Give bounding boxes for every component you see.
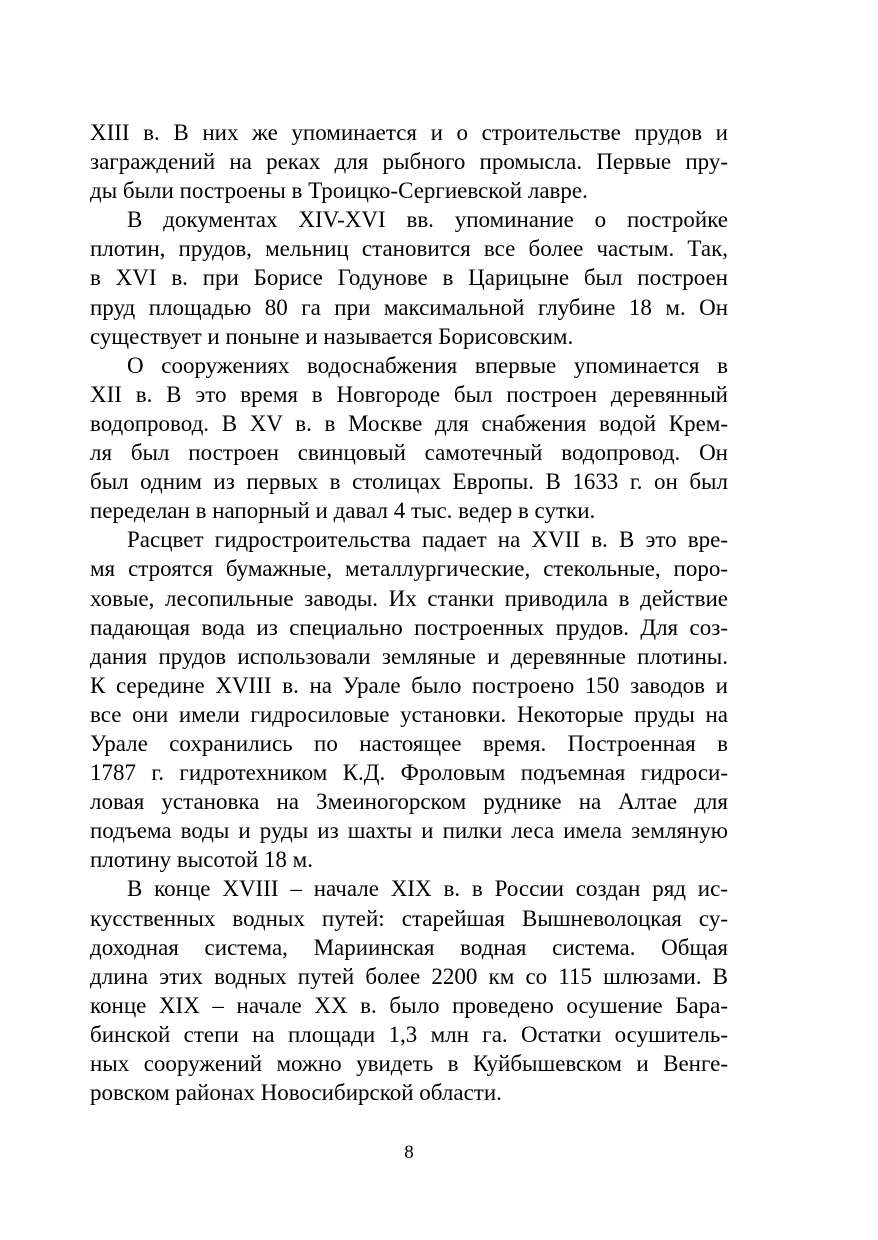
text-line: ловая установка на Змеиногорском руднике на Алтае для — [90, 789, 728, 815]
text-line: существует и поныне и называется Борисовским. — [90, 323, 574, 349]
text-line: К середине XVIII в. на Урале было построено 150 заводов и — [90, 672, 728, 698]
text-line: мя строятся бумажные, металлургические, стекольные, поро- — [90, 556, 728, 582]
text-line: XIII в. В них же упоминается и о строительстве прудов и — [90, 120, 728, 145]
text-line: конце XIX – начале XX в. было проведено осушение Бара- — [90, 992, 728, 1018]
paragraph — [90, 205, 728, 350]
paragraph — [90, 118, 728, 205]
paragraph — [90, 351, 728, 526]
text-line: Расцвет гидростроительства падает на XVII в. В это вре- — [127, 527, 728, 553]
paragraph — [90, 525, 728, 874]
text-line: водопровод. В XV в. в Москве для снабжения водой Крем- — [90, 410, 728, 436]
text-line: XII в. В это время в Новгороде был построен деревянный — [90, 381, 728, 407]
text-line: все они имели гидросиловые установки. Некоторые пруды на — [90, 701, 728, 727]
text-line: 1787 г. гидротехником К.Д. Фроловым подъемная гидроси- — [90, 760, 728, 786]
text-line: переделан в напорный и давал 4 тыс. ведер в сутки. — [90, 498, 596, 524]
text-line: доходная система, Мариинская водная система. Общая — [90, 934, 728, 960]
text-line: ховые, лесопильные заводы. Их станки приводила в действие — [90, 585, 728, 611]
text-line: был одним из первых в столицах Европы. В 1633 г. он был — [90, 469, 728, 495]
text-line: В документах XIV-XVI вв. упоминание о постройке — [127, 207, 728, 233]
text-line: ных сооружений можно увидеть в Куйбышевском и Венге- — [90, 1051, 728, 1076]
text-line: ля был построен свинцовый самотечный водопровод. Он — [90, 440, 728, 466]
text-line: кусственных водных путей: старейшая Вышневолоцкая су- — [90, 905, 728, 931]
text-line: падающая вода из специально построенных прудов. Для соз- — [90, 614, 728, 640]
text-line: В конце XVIII – начале XIX в. в России создан ряд ис- — [127, 876, 728, 902]
page-body — [90, 118, 728, 1107]
text-line: бинской степи на площади 1,3 млн га. Остатки осушитель- — [90, 1021, 728, 1047]
text-line: дания прудов использовали земляные и деревянные плотины. — [90, 643, 728, 669]
text-line: Урале сохранились по настоящее время. Построенная в — [90, 730, 728, 756]
text-line: заграждений на реках для рыбного промысла. Первые пру- — [90, 149, 728, 175]
text-line: ды были построены в Троицко-Сергиевской лавре. — [90, 178, 588, 204]
text-line: плотину высотой 18 м. — [90, 847, 313, 873]
text-line: длина этих водных путей более 2200 км со 115 шлюзами. В — [90, 963, 728, 989]
text-line: ровском районах Новосибирской области. — [90, 1080, 502, 1106]
text-line: плотин, прудов, мельниц становится все более частым. Так, — [90, 236, 728, 262]
text-line: в XVI в. при Борисе Годунове в Царицыне был построен — [90, 265, 728, 291]
page-number: 8 — [404, 1142, 414, 1163]
paragraph — [90, 874, 728, 1107]
text-line: подъема воды и руды из шахты и пилки леса имела земляную — [90, 818, 728, 844]
text-line: пруд площадью 80 га при максимальной глубине 18 м. Он — [90, 294, 728, 320]
text-line: О сооружениях водоснабжения впервые упоминается в — [127, 352, 728, 378]
